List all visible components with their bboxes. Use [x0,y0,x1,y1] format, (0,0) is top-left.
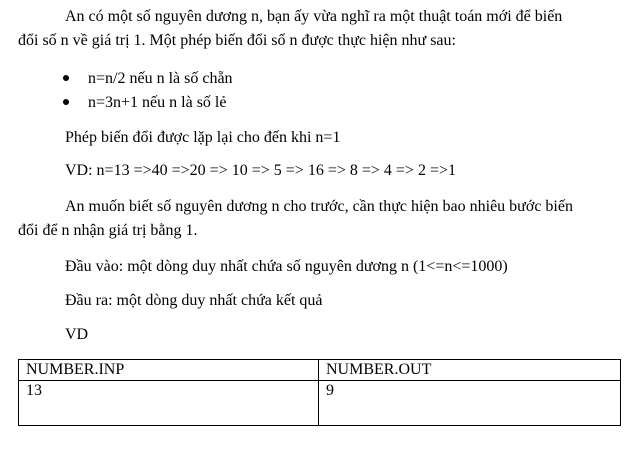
bullet-icon [63,99,69,105]
intro-line-1: An có một số nguyên dương n, bạn ấy vừa nghĩ ra một thuật toán mới để biến [65,8,563,25]
input-cell: 13 [19,381,319,426]
output-spec: Đầu ra: một dòng duy nhất chứa kết quả [65,292,323,309]
table-header-row [19,360,621,381]
output-file-header: NUMBER.OUT [319,360,621,381]
table-row [19,381,621,426]
input-spec: Đầu vào: một dòng duy nhất chứa số nguyên dương n (1<=n<=1000) [65,258,508,275]
rule-text-odd: n=3n+1 nếu n là số lẻ [88,94,227,111]
repeat-paragraph: Phép biến đổi được lặp lại cho đến khi n=1 [65,129,341,146]
example-sequence: VD: n=13 =>40 =>20 => 10 => 5 => 16 => 8 => 4 => 2 =>1 [65,162,456,179]
input-file-header: NUMBER.INP [19,360,319,381]
io-example-table [18,359,621,426]
question-line-1: An muốn biết số nguyên dương n cho trước, cần thực hiện bao nhiêu bước biến [65,198,573,215]
intro-line-2: đổi số n về giá trị 1. Một phép biến đổi số n được thực hiện như sau: [18,32,456,49]
rule-text-even: n=n/2 nếu n là số chẵn [88,70,233,87]
question-line-2: đổi để n nhận giá trị bằng 1. [18,222,198,239]
example-label: VD [65,326,89,343]
output-cell: 9 [319,381,621,426]
bullet-icon [63,75,69,81]
